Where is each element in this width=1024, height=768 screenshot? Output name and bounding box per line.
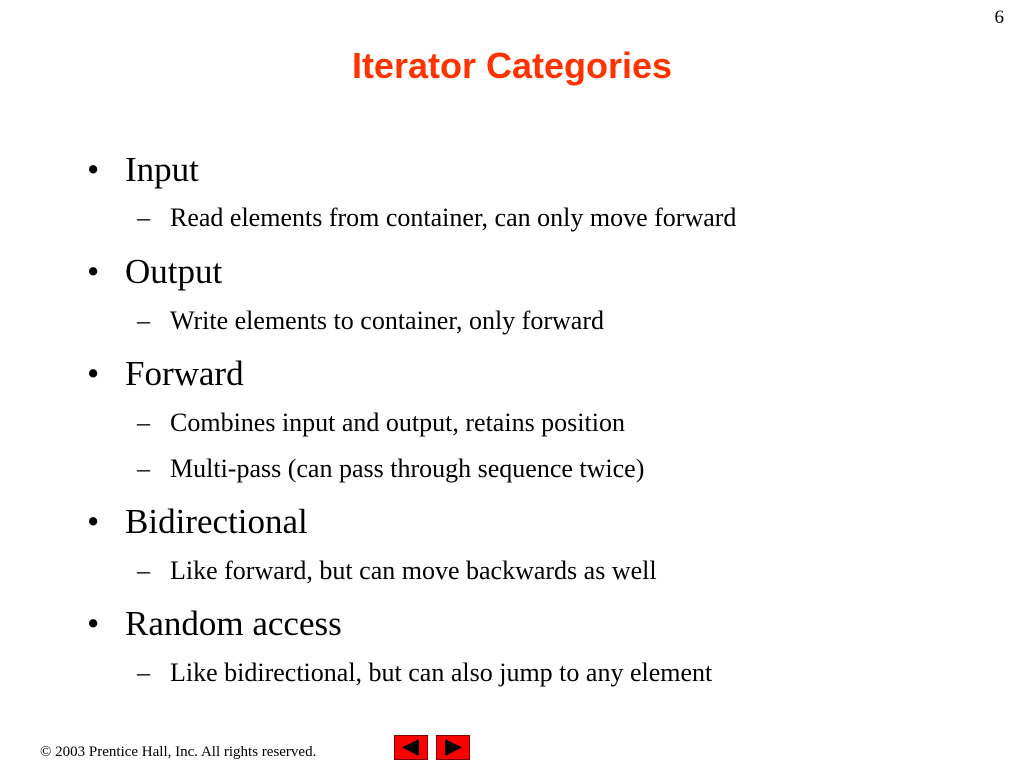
slide-title: Iterator Categories: [351, 45, 673, 86]
bullet-item-input: [87, 152, 199, 187]
sub-item: [137, 410, 625, 436]
bullet-item-forward: [87, 356, 244, 391]
bullet-label: Input: [125, 150, 199, 189]
sub-item: [137, 205, 736, 231]
sub-item: [137, 558, 657, 584]
dash-marker: –: [137, 556, 150, 585]
sub-item-text: Combines input and output, retains position: [170, 408, 625, 437]
bullet-item-output: [87, 254, 222, 289]
bullet-marker: •: [87, 502, 100, 541]
left-arrow-icon: [395, 736, 427, 759]
dash-marker: –: [137, 454, 150, 483]
dash-marker: –: [137, 203, 150, 232]
bullet-item-bidirectional: [87, 504, 308, 539]
copyright-footer: [40, 745, 316, 760]
sub-item-text: Like forward, but can move backwards as well: [170, 556, 657, 585]
bullet-marker: •: [87, 604, 100, 643]
sub-item: [137, 456, 644, 482]
dash-marker: –: [137, 306, 150, 335]
sub-item: [137, 308, 604, 334]
bullet-marker: •: [87, 354, 100, 393]
copyright-text: 2003 Prentice Hall, Inc. All rights reserved.: [51, 744, 317, 760]
sub-item-text: Read elements from container, can only move forward: [170, 203, 737, 232]
dash-marker: –: [137, 658, 150, 687]
bullet-label: Random access: [125, 604, 342, 643]
slide-number: 6: [994, 7, 1004, 28]
next-slide-button[interactable]: [436, 735, 470, 760]
sub-item-text: Like bidirectional, but can also jump to any element: [170, 658, 713, 687]
right-arrow-icon: [437, 736, 469, 759]
sub-item-text: Write elements to container, only forward: [170, 306, 604, 335]
previous-slide-button[interactable]: [394, 735, 428, 760]
bullet-label: Forward: [125, 354, 244, 393]
sub-item: [137, 660, 712, 686]
bullet-marker: •: [87, 252, 100, 291]
copyright-symbol: ©: [40, 744, 52, 760]
bullet-item-random-access: [87, 606, 342, 641]
bullet-marker: •: [87, 150, 100, 189]
sub-item-text: Multi-pass (can pass through sequence twice): [170, 454, 645, 483]
bullet-label: Bidirectional: [125, 502, 308, 541]
dash-marker: –: [137, 408, 150, 437]
bullet-label: Output: [125, 252, 223, 291]
